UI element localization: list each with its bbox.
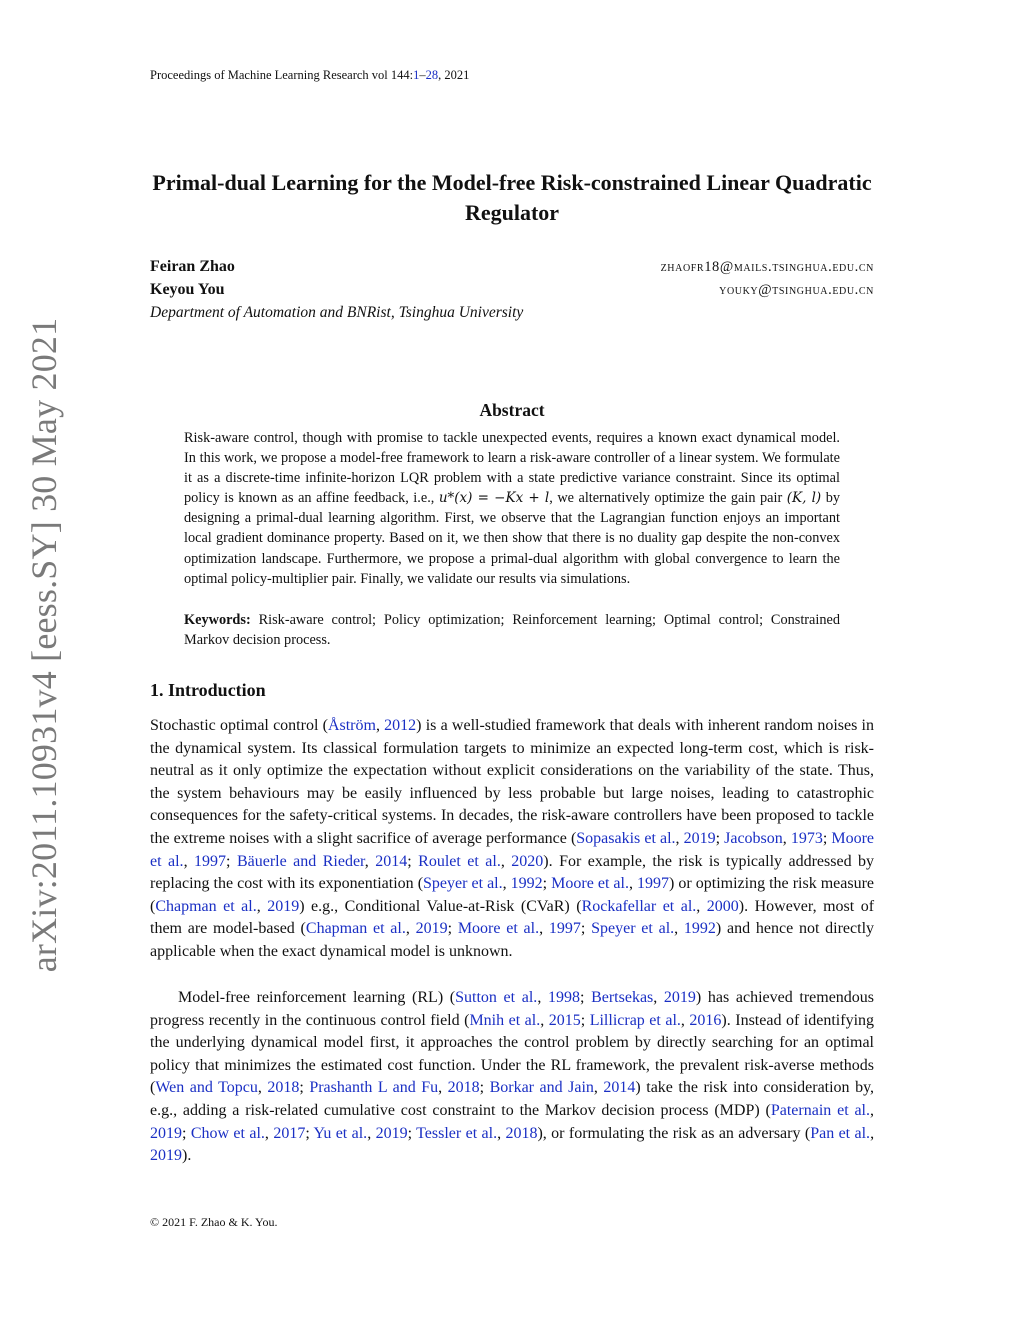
body-text: , bbox=[257, 1079, 268, 1097]
arxiv-identifier-stamp: arXiv:2011.10931v4 [eess.SY] 30 May 2021 bbox=[24, 317, 64, 973]
body-text: , bbox=[502, 875, 511, 893]
body-text: ; bbox=[407, 1124, 417, 1142]
body-text: ) take the risk into consideration by, e.g., adding a risk-related cumulative cost constraint to the Markov decision process (MDP) ( bbox=[150, 1079, 875, 1119]
body-text: , bbox=[183, 852, 195, 870]
citation-link[interactable]: 2014 bbox=[375, 852, 408, 870]
citation-link[interactable]: 2014 bbox=[603, 1079, 636, 1097]
body-text: , bbox=[870, 1124, 875, 1142]
citation-link[interactable]: Tessler et al. bbox=[416, 1124, 498, 1142]
citation-link[interactable]: 2017 bbox=[273, 1124, 306, 1142]
body-text: ) is a well-studied framework that deals with inherent random noises in the dynamical system. Its classical formulation targets to minimize an expected long-term cost, which is risk-neutral as it only optimize the expectation without explicit considerations on the variability of the state. Thus, the system behaviours may be easily influenced by less probable but large noises, leading to catastrophic consequences for the safety-critical systems. In decades, the risk-aware controllers have been proposed to tackle the extreme noises with a slight sacrifice of average performance ( bbox=[150, 717, 875, 847]
body-text: , bbox=[537, 989, 548, 1006]
body-text: , bbox=[500, 852, 512, 870]
citation-link[interactable]: Wen and Topcu bbox=[155, 1079, 258, 1097]
copyright-footer: © 2021 F. Zhao & K. You. bbox=[150, 1215, 278, 1229]
citation-link[interactable]: 2019 bbox=[267, 897, 300, 915]
citation-link[interactable]: Åström bbox=[327, 717, 376, 734]
citation-link[interactable]: 2019 bbox=[663, 989, 696, 1006]
body-text: , bbox=[438, 1079, 448, 1097]
body-text: ; bbox=[447, 920, 458, 938]
body-text: , bbox=[674, 920, 684, 938]
body-text: ) e.g., Conditional Value-at-Risk (CVaR) ( bbox=[299, 897, 582, 915]
citation-link[interactable]: Jacobson bbox=[724, 829, 783, 847]
citation-link[interactable]: Sopasakis et al. bbox=[576, 829, 676, 847]
body-text: Stochastic optimal control ( bbox=[150, 717, 328, 734]
citation-link[interactable]: Speyer et al. bbox=[423, 875, 503, 893]
citation-link[interactable]: Chapman et al. bbox=[305, 920, 406, 938]
citation-link[interactable]: 1998 bbox=[547, 989, 580, 1006]
page-last-link[interactable]: 28 bbox=[425, 68, 439, 82]
author-name: Keyou You bbox=[150, 281, 225, 298]
citation-link[interactable]: Pan et al. bbox=[810, 1124, 871, 1142]
header-prefix: Proceedings of Machine Learning Research vol 144: bbox=[150, 68, 414, 82]
body-text: ) and hence not directly applicable when the exact dynamical model is unknown. bbox=[150, 920, 875, 960]
body-text: ). Instead of identifying the underlying dynamical model first, it approaches the control problem by directly searching for an optimal policy that minimizes the estimated cost function. Under the RL framework, the prevalent risk-averse methods ( bbox=[150, 1011, 875, 1097]
citation-link[interactable]: Yu et al. bbox=[313, 1124, 368, 1142]
body-text: , bbox=[256, 897, 268, 915]
abstract-body bbox=[184, 428, 840, 589]
body-text: , bbox=[870, 1101, 875, 1119]
body-text: ; bbox=[305, 1124, 314, 1142]
citation-link[interactable]: Moore et al. bbox=[150, 829, 875, 870]
citation-link[interactable]: Chapman et al. bbox=[155, 897, 257, 915]
body-text: ; bbox=[579, 989, 592, 1006]
body-text: , bbox=[696, 897, 707, 915]
citation-link[interactable]: Moore et al. bbox=[551, 875, 629, 893]
citation-link[interactable]: Roulet et al. bbox=[418, 852, 501, 870]
citation-link[interactable]: Prashanth L and Fu bbox=[309, 1079, 439, 1097]
citation-link[interactable]: 2019 bbox=[150, 1124, 182, 1142]
body-text: ; bbox=[479, 1079, 490, 1097]
abstract-heading: Abstract bbox=[479, 400, 545, 420]
citation-link[interactable]: 1992 bbox=[510, 875, 543, 893]
citation-link[interactable]: 2019 bbox=[415, 920, 448, 938]
citation-link[interactable]: 2018 bbox=[447, 1079, 480, 1097]
body-text: , bbox=[628, 875, 638, 893]
body-text: ; bbox=[299, 1079, 310, 1097]
citation-link[interactable]: 1997 bbox=[194, 852, 227, 870]
abstract-text: Risk-aware control, though with promise to tackle unexpected events, requires a known exact dynamical model. In this work, we propose a model-free framework to learn a risk-aware controller of a linear system. We formulate it as a discrete-time infinite-horizon LQR problem with a state predictive variance constraint. Since its optimal policy is known as an affine feedback, i.e., bbox=[184, 430, 840, 507]
body-text: , bbox=[264, 1124, 274, 1142]
body-text: , bbox=[367, 1124, 376, 1142]
body-text: , bbox=[593, 1079, 604, 1097]
body-text: , bbox=[405, 920, 416, 938]
citation-link[interactable]: 2018 bbox=[505, 1124, 538, 1142]
citation-link[interactable]: Lillicrap et al. bbox=[589, 1011, 681, 1029]
body-text: ) or optimizing the risk measure ( bbox=[150, 875, 875, 915]
citation-link[interactable]: 1973 bbox=[790, 829, 823, 847]
body-text: , bbox=[497, 1124, 506, 1142]
author-email-link[interactable]: youky@tsinghua.edu.cn bbox=[719, 282, 874, 298]
citation-link[interactable]: Paternain et al. bbox=[770, 1101, 871, 1119]
body-text: ) has achieved tremendous progress recently in the continuous control field ( bbox=[150, 989, 875, 1029]
body-text: , bbox=[375, 717, 385, 734]
running-header bbox=[150, 68, 469, 83]
citation-link[interactable]: 2018 bbox=[267, 1079, 300, 1097]
abstract-text: , we alternatively optimize the gain pair bbox=[549, 490, 787, 507]
citation-link[interactable]: 2020 bbox=[511, 852, 544, 870]
author-row bbox=[150, 281, 874, 299]
gain-pair-symbol: (K, l) bbox=[786, 490, 822, 507]
body-text: , bbox=[364, 852, 376, 870]
citation-link[interactable]: Speyer et al. bbox=[591, 920, 675, 938]
citation-link[interactable]: 2000 bbox=[706, 897, 739, 915]
body-text: ; bbox=[226, 852, 237, 870]
keywords-label: Keywords: bbox=[184, 612, 251, 628]
body-text: , bbox=[680, 1011, 690, 1029]
page-range-separator: – bbox=[419, 68, 426, 82]
citation-link[interactable]: 2012 bbox=[384, 717, 417, 734]
paper-title: Primal-dual Learning for the Model-free Risk-constrained Linear Quadratic Regulator bbox=[152, 170, 872, 225]
author-row bbox=[150, 258, 874, 276]
keywords bbox=[184, 610, 840, 650]
citation-link[interactable]: Mnih et al. bbox=[469, 1011, 541, 1029]
body-text: , bbox=[653, 989, 664, 1006]
keywords-list: Risk-aware control; Policy optimization; Reinforcement learning; Optimal control; Constrained Markov decision process. bbox=[184, 612, 841, 649]
citation-link[interactable]: 1997 bbox=[637, 875, 670, 893]
introduction-paragraph-1 bbox=[150, 715, 874, 964]
body-text: , bbox=[540, 1011, 549, 1029]
author-affiliation: Department of Automation and BNRist, Tsinghua University bbox=[150, 304, 524, 321]
citation-link[interactable]: Sutton et al. bbox=[455, 989, 538, 1006]
citation-link[interactable]: Chow et al. bbox=[190, 1124, 265, 1142]
author-name: Feiran Zhao bbox=[150, 258, 235, 275]
author-email-link[interactable]: zhaofr18@mails.tsinghua.edu.cn bbox=[660, 259, 874, 275]
body-text: ; bbox=[580, 1011, 590, 1029]
body-text: ), or formulating the risk as an adversary ( bbox=[537, 1124, 811, 1142]
citation-link[interactable]: 1997 bbox=[548, 920, 581, 938]
body-text: ; bbox=[715, 829, 725, 847]
body-text: ; bbox=[407, 852, 419, 870]
body-text: Model-free reinforcement learning (RL) ( bbox=[178, 989, 456, 1006]
citation-link[interactable]: 2019 bbox=[683, 829, 716, 847]
introduction-paragraph-2 bbox=[150, 987, 874, 1168]
citation-link[interactable]: Bertsekas bbox=[591, 989, 654, 1006]
body-text: ). For example, the risk is typically addressed by replacing the cost with its exponentiation ( bbox=[150, 852, 875, 893]
body-text: ; bbox=[822, 829, 832, 847]
abstract-text: by designing a primal-dual learning algorithm. First, we observe that the Lagrangian function enjoys an important local gradient dominance property. Based on it, we then show that there is no duality gap despite the non-convex optimization landscape. Furthermore, we propose a primal-dual algorithm with global convergence to learn the optimal policy-multiplier pair. Finally, we validate our results via simulations. bbox=[184, 490, 840, 587]
body-text: ). However, most of them are model-based ( bbox=[150, 897, 875, 938]
citation-link[interactable]: Moore et al. bbox=[457, 920, 540, 938]
body-text: ). bbox=[182, 1147, 192, 1165]
section-heading-introduction: 1. Introduction bbox=[150, 680, 266, 700]
citation-link[interactable]: 2015 bbox=[548, 1011, 581, 1029]
citation-link[interactable]: 2019 bbox=[375, 1124, 408, 1142]
citation-link[interactable]: 1992 bbox=[683, 920, 716, 938]
body-text: ; bbox=[182, 1124, 191, 1142]
citation-link[interactable]: Borkar and Jain bbox=[489, 1079, 594, 1097]
body-text: , bbox=[782, 829, 791, 847]
body-text: ; bbox=[580, 920, 592, 938]
citation-link[interactable]: Rockafellar et al. bbox=[581, 897, 697, 915]
body-text: , bbox=[675, 829, 684, 847]
citation-link[interactable]: 2016 bbox=[689, 1011, 722, 1029]
citation-link[interactable]: Bäuerle and Rieder bbox=[236, 852, 365, 870]
citation-link[interactable]: 2019 bbox=[150, 1147, 182, 1165]
page-first-link[interactable]: 1 bbox=[413, 68, 420, 82]
header-suffix: , 2021 bbox=[438, 68, 470, 82]
policy-equation: u*(x) = −Kx + l bbox=[438, 490, 550, 507]
body-text: , bbox=[539, 920, 549, 938]
body-text: ; bbox=[542, 875, 552, 893]
